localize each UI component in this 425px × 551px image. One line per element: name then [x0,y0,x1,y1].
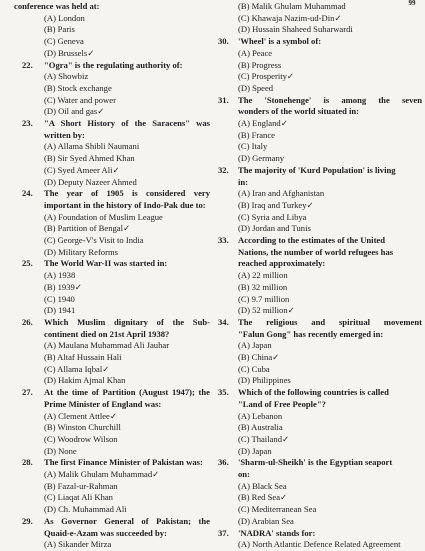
answer-option: (A) Iran and Afghanistan [238,188,325,199]
answer-option: (D) Japan [238,445,272,456]
answer-option: (A) Foundation of Muslim League [44,211,163,222]
answer-option: (A) Peace [238,47,273,58]
question-text-continued: conference was held at: [14,1,100,11]
question-number: 25. [22,258,33,269]
answer-option: (C) Woodrow Wilson [44,433,118,444]
answer-option: (D) 1941 [44,305,76,316]
question-number: 35. [218,387,229,398]
answer-option: (D) Military Reforms [44,246,118,257]
question-number: 28. [22,457,33,468]
answer-option: (B) Altaf Hussain Hali [44,352,122,363]
question-number: 36. [218,457,229,468]
question-text: Which of the following countries is called [238,387,389,398]
answer-option: (B) Stock exchange [44,82,112,93]
answer-option: (D) Hussain Shaheed Suharwardi [238,24,353,35]
answer-option: (C) Water and power [44,94,116,105]
question-text: The first Finance Minister of Pakistan was: [44,457,203,468]
answer-option: (D) Arabian Sea [238,515,294,526]
page-number: 99 [408,0,416,7]
answer-option: (A) 22 million [238,270,288,281]
answer-option: (C) George-V's Visit to India [44,235,144,246]
answer-option: (B) Iraq and Turkey✓ [238,199,314,210]
answer-option: (B) 32 million [238,281,288,292]
answer-option: (C) Khawaja Nazim-ud-Din✓ [238,12,342,23]
question-text-continued: wonders of the world situated in: [238,106,360,117]
answer-option: (D) Jordan and Tunis [238,223,311,234]
answer-option: (D) Hakim Ajmal Khan [44,375,126,386]
question-number: 30. [218,36,229,47]
answer-option: (B) Malik Ghulam Muhammad [238,1,346,11]
question-text: 'NADRA' stands for: [238,527,316,538]
answer-option: (C) 9.7 million [238,293,290,304]
answer-option: (A) Lebanon [238,410,283,421]
question-text-continued: reached approximately: [238,258,326,269]
answer-option: (C) Syed Ameer Ali✓ [44,164,120,175]
answer-option: (B) Red Sea✓ [238,492,288,503]
question-number: 31. [218,94,229,105]
answer-option: (C) Geneva [44,36,84,47]
question-text: At the time of Partition (August 1947); the [44,387,210,398]
question-text: The religious and spiritual movement [238,316,422,327]
answer-option: (C) Allama Iqbal✓ [44,363,110,374]
answer-option: (C) Italy [238,141,268,152]
answer-option: (D) Philippines [238,375,291,386]
answer-option: (B) Partition of Bengal✓ [44,223,131,234]
answer-option: (B) France [238,129,275,140]
question-text: Which Muslim dignitary of the Sub- [44,316,210,327]
answer-option: (A) London [44,12,85,23]
answer-option: (A) Showbiz [44,71,89,82]
question-text-continued: written by: [44,129,85,140]
question-text-continued: "Falun Gong" has recently emerged in: [238,328,384,339]
question-text-continued: "Land of Free People"? [238,398,326,409]
answer-option: (A) Clement Attlee✓ [44,410,118,421]
answer-option: (A) Malik Ghulam Muhammad✓ [44,469,160,480]
answer-option: (C) Prosperity✓ [238,71,295,82]
answer-option: (B) Australia [238,422,283,433]
question-number: 29. [22,515,33,526]
answer-option: (C) Syria and Libya [238,211,307,222]
answer-option: (A) 1938 [44,270,76,281]
answer-option: (B) 1939✓ [44,281,82,292]
answer-option: (D) Deputy Nazeer Ahmed [44,176,137,187]
answer-option: (D) None [44,445,77,456]
question-text: The year of 1905 is considered very [44,188,210,199]
question-text-continued: important in the history of Indo-Pak due to: [44,199,206,210]
question-text: According to the estimates of the United [238,235,386,246]
answer-option: (D) Ch. Muhammad Ali [44,504,127,515]
question-number: 23. [22,118,33,129]
answer-option: (C) Thailand✓ [238,433,290,444]
question-text: "A Short History of the Saracens" was [44,118,210,129]
question-text-continued: continent died on 21st April 1938? [44,328,170,339]
answer-option: (D) Brussels✓ [44,47,95,58]
question-number: 22. [22,59,33,70]
answer-option: (D) Germany [238,153,285,164]
answer-option: (B) Paris [44,24,75,35]
answer-option: (B) Winston Churchill [44,422,121,433]
answer-option: (A) North Atlantic Defence Related Agreement [238,539,401,550]
answer-option: (A) Allama Shibli Naumani [44,141,140,152]
answer-option: (B) Progress [238,59,282,70]
question-number: 32. [218,164,229,175]
question-text: "Ogra" is the regulating authority of: [44,59,183,70]
answer-option: (B) China✓ [238,352,280,363]
answer-option: (C) Cuba [238,363,270,374]
question-text: As Governor General of Pakistan; the [44,515,210,526]
question-number: 27. [22,387,33,398]
answer-option: (A) Maulana Muhammad Ali Jauhar [44,340,170,351]
question-text-continued: Prime Minister of England was: [44,398,162,409]
question-text-continued: Quaid-e-Azam was succeeded by: [44,527,167,538]
answer-option: (D) 52 million✓ [238,305,295,316]
answer-option: (C) Mediterranean Sea [238,504,317,515]
answer-option: (A) Sikander Mirza [44,539,112,550]
answer-option: (C) Liaqat Ali Khan [44,492,113,503]
question-text-continued: in: [238,176,249,187]
question-text: The majority of 'Kurd Population' is living [238,164,396,175]
question-number: 34. [218,316,229,327]
question-number: 37. [218,527,229,538]
question-text-continued: Nations, the number of world refugees has [238,246,394,257]
question-text: The 'Stonehenge' is among the seven [238,94,422,105]
question-number: 26. [22,316,33,327]
question-number: 33. [218,235,229,246]
question-text-continued: on: [238,469,250,480]
question-text: The World War-II was started in: [44,258,168,269]
answer-option: (C) 1940 [44,293,75,304]
question-text: 'Wheel' is a symbol of: [238,36,322,47]
answer-option: (A) England✓ [238,118,288,129]
answer-option: (B) Fazal-ur-Rahman [44,480,118,491]
question-text: 'Sharm-ul-Sheikh' is the Egyptian seaport [238,457,393,468]
answer-option: (A) Black Sea [238,480,287,491]
answer-option: (A) Japan [238,340,272,351]
answer-option: (D) Oil and gas✓ [44,106,105,117]
answer-option: (D) Speed [238,82,274,93]
question-number: 24. [22,188,33,199]
answer-option: (B) Sir Syed Ahmed Khan [44,153,135,164]
